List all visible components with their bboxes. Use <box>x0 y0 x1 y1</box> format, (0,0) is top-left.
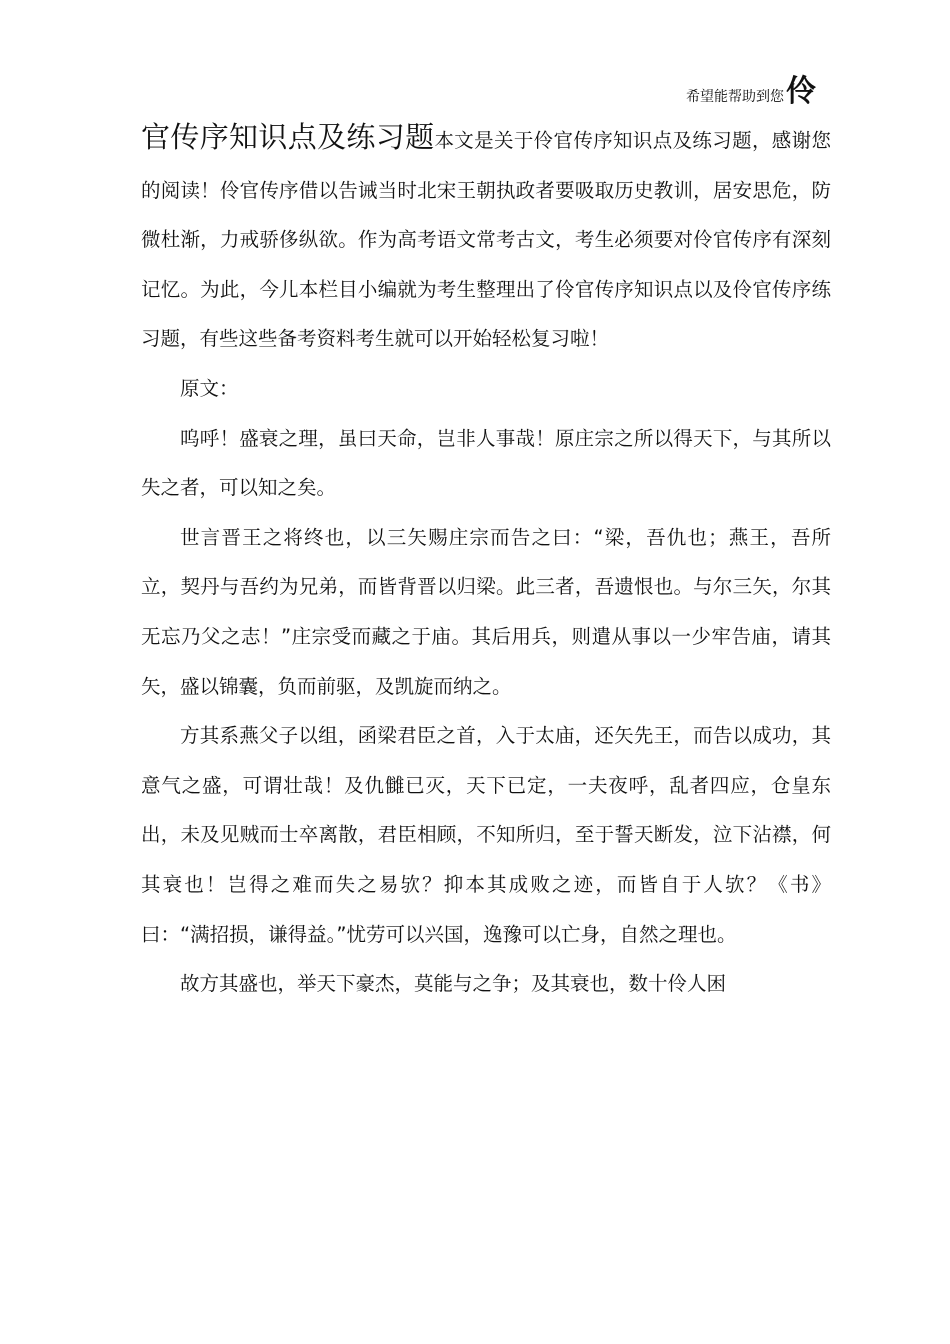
paragraph: 故方其盛也，举天下豪杰，莫能与之争；及其衰也，数十伶人困 <box>180 972 727 996</box>
page-header <box>686 66 816 110</box>
paragraph: 世言晋王之将终也，以三矢赐庄宗而告之曰：“梁，吾仇也；燕王，吾所立，契丹与吾约为兄弟，而皆背晋以归梁。此三者，吾遗恨也。与尔三矢，尔其无忘乃父之志！”庄宗受而藏之于庙。其后用兵，则遣从事以一少牢告庙，请其矢，盛以锦囊，负而前驱，及凯旋而纳之。 <box>141 525 831 698</box>
intro-paragraph <box>141 113 831 364</box>
paragraph-label: 原文： <box>180 376 239 400</box>
intro-text: 本文是关于伶官传序知识点及练习题，感谢您的阅读！伶官传序借以告诫当时北宋王朝执政者要吸取历史教训，居安思危，防微杜渐，力戒骄侈纵欲。作为高考语文常考古文，考生必须要对伶官传序有深刻记忆。为此，今儿本栏目小编就为考生整理出了伶官传序知识点以及伶官传序练习题，有些这些备考资料考生就可以开始轻松复习啦！ <box>141 129 831 351</box>
header-title-char: 伶 <box>786 74 816 109</box>
document-body <box>141 113 831 1009</box>
header-tagline: 希望能帮助到您 <box>686 89 784 105</box>
paragraph: 呜呼！盛衰之理，虽曰天命，岂非人事哉！原庄宗之所以得天下，与其所以失之者，可以知之矣。 <box>141 426 831 500</box>
document-title: 官传序知识点及练习题 <box>141 120 435 154</box>
paragraph: 方其系燕父子以组，函梁君臣之首，入于太庙，还矢先王，而告以成功，其意气之盛，可谓壮哉！及仇雠已灭，天下已定，一夫夜呼，乱者四应，仓皇东出，未及见贼而士卒离散，君臣相顾，不知所归，至于誓天断发，泣下沾襟，何其衰也！岂得之难而失之易欤？抑本其成败之迹，而皆自于人欤？《书》曰：“满招损，谦得益。”忧劳可以兴国，逸豫可以亡身，自然之理也。 <box>141 724 831 946</box>
